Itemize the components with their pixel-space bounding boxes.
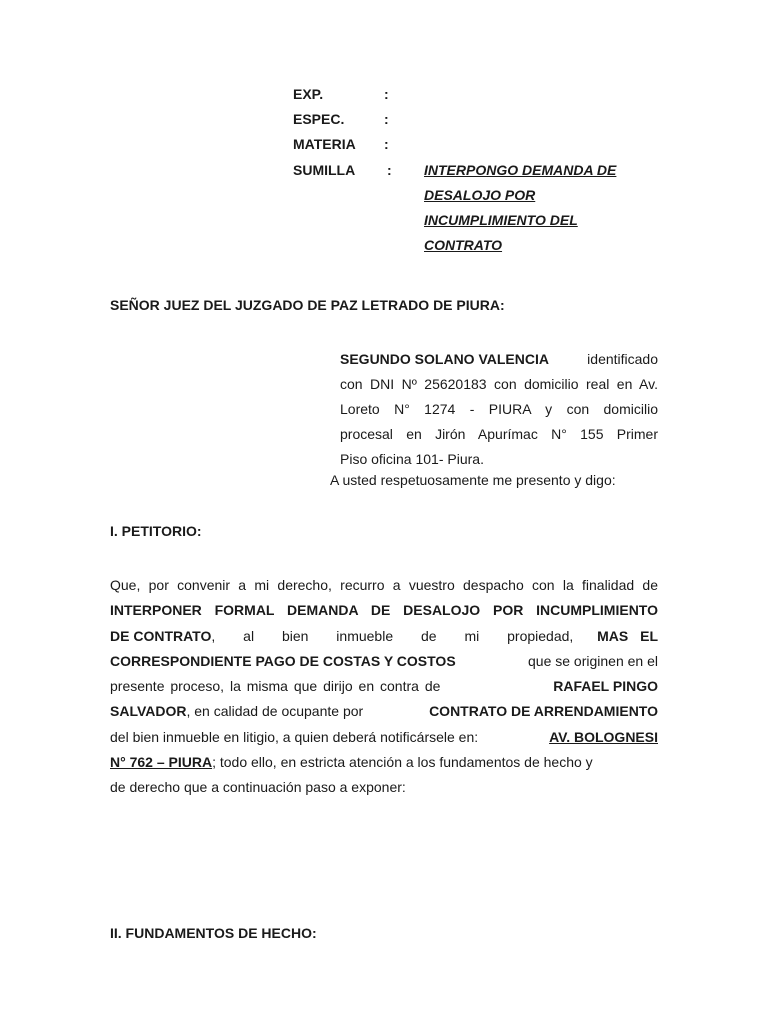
mas-el: MAS EL	[597, 627, 658, 644]
materia-colon: :	[384, 136, 389, 152]
defendant-name-1: RAFAEL PINGO	[553, 678, 658, 695]
lease-contract: CONTRATO DE ARRENDAMIENTO	[429, 703, 658, 720]
intro-line-6: A usted respetuosamente me presento y digo:	[330, 472, 616, 488]
property-text: , al bien inmueble de mi propiedad,	[211, 627, 574, 644]
demand-object: DE CONTRATO	[110, 627, 212, 644]
petitorio-line-7	[110, 725, 658, 750]
plaintiff-name: SEGUNDO SOLANO VALENCIA	[340, 351, 549, 367]
intro-line-3: Loreto N° 1274 - PIURA y con domicilio	[340, 401, 658, 417]
sumilla-colon: :	[387, 162, 392, 178]
intro-line-2: con DNI Nº 25620183 con domicilio real en Av.	[340, 376, 658, 392]
notify-text: del bien inmueble en litigio, a quien deberá notificársele en:	[110, 728, 479, 745]
defendant-intro: presente proceso, la misma que dirijo en contra de	[110, 678, 441, 695]
petitorio-line-5	[110, 674, 658, 699]
petitorio-line-1: Que, por convenir a mi derecho, recurro a vuestro despacho con la finalidad de	[110, 577, 658, 593]
petitorio-paragraph	[110, 573, 658, 801]
costs-rest: que se originen en el	[528, 652, 658, 669]
espec-colon: :	[384, 111, 389, 127]
fundamentos-heading: II. FUNDAMENTOS DE HECHO:	[110, 925, 317, 941]
petitorio-heading: I. PETITORIO:	[110, 523, 202, 539]
petitorio-line-3	[110, 624, 658, 649]
sumilla-line-2: DESALOJO POR	[424, 187, 536, 203]
attention-text: ; todo ello, en estricta atención a los fundamentos de hecho y	[212, 754, 593, 771]
exp-colon: :	[384, 86, 389, 102]
petitorio-line-2: INTERPONER FORMAL DEMANDA DE DESALOJO POR INCUMPLIMIENTO	[110, 602, 658, 619]
espec-label: ESPEC.	[293, 111, 345, 127]
intro-line-5: Piso oficina 101- Piura.	[340, 451, 484, 467]
intro-line1-rest: identificado	[587, 351, 658, 367]
sumilla-label: SUMILLA	[293, 162, 356, 178]
intro-paragraph	[340, 347, 658, 472]
sumilla-line-3: INCUMPLIMIENTO DEL	[424, 212, 578, 228]
sumilla-line-1: INTERPONGO DEMANDA DE	[424, 162, 617, 178]
occupant-text: , en calidad de ocupante por	[186, 703, 364, 720]
address-part-1: AV. BOLOGNESI	[549, 728, 658, 745]
petitorio-line-4	[110, 649, 658, 674]
intro-line-4: procesal en Jirón Apurímac N° 155 Primer	[340, 426, 658, 442]
exp-label: EXP.	[293, 86, 324, 102]
materia-label: MATERIA	[293, 136, 356, 152]
defendant-name-2: SALVADOR	[110, 703, 187, 720]
costs-text: CORRESPONDIENTE PAGO DE COSTAS Y COSTOS	[110, 652, 456, 669]
address-part-2: N° 762 – PIURA	[110, 754, 213, 771]
sumilla-line-4: CONTRATO	[424, 237, 503, 253]
petitorio-line-8	[110, 750, 658, 775]
addressee: SEÑOR JUEZ DEL JUZGADO DE PAZ LETRADO DE PIURA:	[110, 297, 505, 313]
petitorio-line-6	[110, 699, 658, 724]
petitorio-line-9: de derecho que a continuación paso a exponer:	[110, 779, 406, 796]
